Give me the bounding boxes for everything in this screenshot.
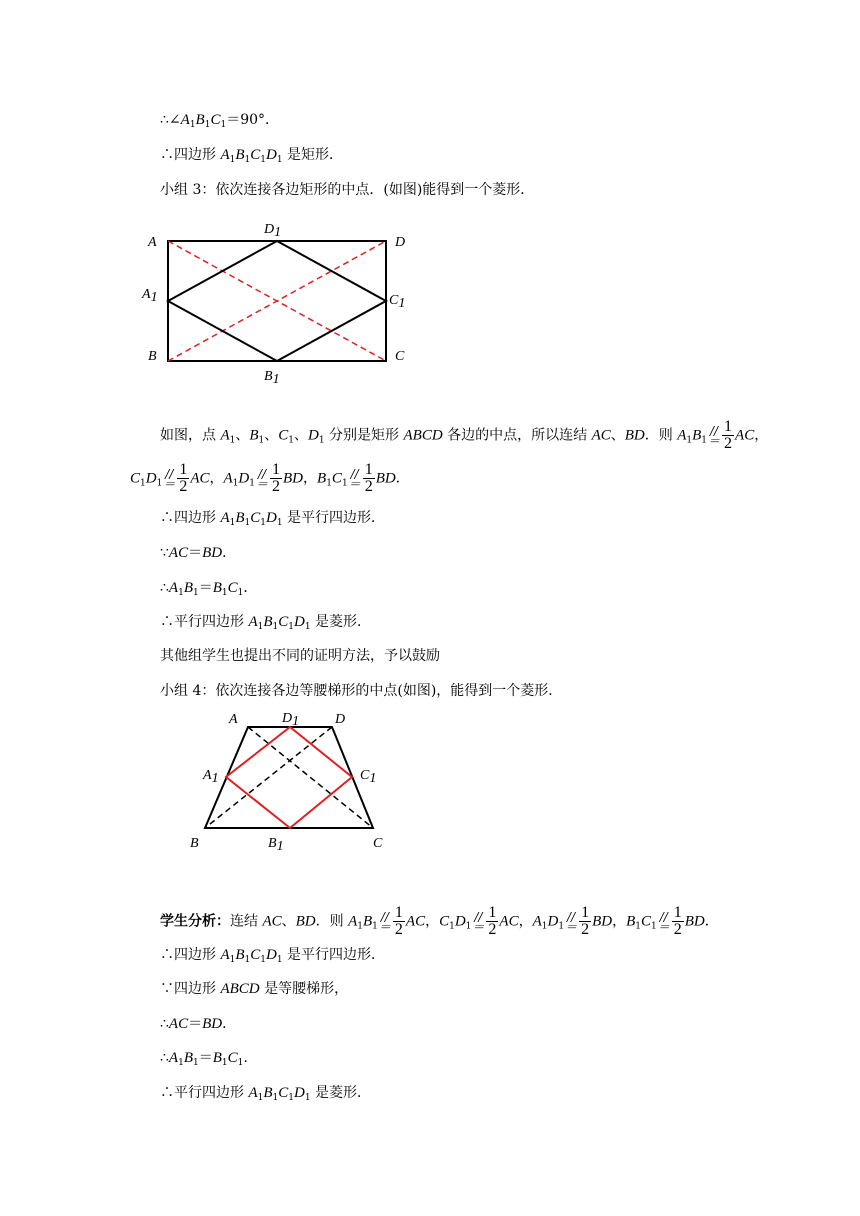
label-B: B: [148, 349, 157, 364]
paragraph-midpoints-cont: $C_1D_1$ // ＝ $\frac{1}{2}$ AC，$A_1D_1$ // ＝ $\frac{1}{2}$ BD，$B_1C_1$ // ＝ $\frac{1}{2}$ BD．: [130, 461, 410, 495]
label-A1: A1: [203, 768, 219, 786]
label-C: C: [373, 836, 383, 851]
label-B1: B1: [268, 836, 284, 854]
line-ac-eq-bd-1: ∵AC＝BD．: [160, 545, 237, 561]
line-parallelogram-2: ∴四边形 $A_1B_1C_1D_1$ 是平行四边形．: [160, 947, 386, 965]
group4-heading: 小组 4：依次连接各边等腰梯形的中点(如图)，能得到一个菱形．: [160, 683, 563, 699]
line-encourage: 其他组学生也提出不同的证明方法，予以鼓励: [160, 648, 440, 664]
diagonal-ac: [248, 727, 373, 828]
rhombus: [226, 727, 352, 828]
student-analysis: 学生分析：连结 AC、BD．则 $A_1B_1$ // ＝ $\frac{1}{2}$ AC，$C_1D_1$ // ＝ $\frac{1}{2}$ AC，$A_1D_1$ // ＝ $\frac{1}{2}$ BD，$B_1C_1$ // ＝ $\frac{1}{2}$ BD．: [160, 904, 719, 938]
label-B: B: [190, 836, 199, 851]
label-D1: D1: [282, 711, 300, 729]
line-sides-eq-2: $\therefore A_1B_1=B_1C_1$.: [160, 1050, 248, 1068]
group3-heading: 小组 3：依次连接各边矩形的中点．(如图)能得到一个菱形．: [160, 182, 535, 198]
label-A1: A1: [142, 287, 158, 305]
label-B1: B1: [264, 369, 280, 387]
label-D1: D1: [264, 222, 282, 240]
label-C: C: [395, 349, 405, 364]
trapezoid-outline: [205, 727, 373, 828]
line-parallelogram-1: ∴四边形 $A_1B_1C_1D_1$ 是平行四边形．: [160, 510, 386, 528]
label-C1: C1: [360, 768, 377, 786]
line-angle-90: $\therefore\angle A_1B_1C_1=90^\circ$．: [160, 112, 280, 130]
paragraph-midpoints: 如图，点 $A_1$、$B_1$、$C_1$、$D_1$ 分别是矩形 ABCD 各边的中点，所以连结 AC、BD．则 $A_1B_1$ // ＝ $\frac{1}{2}$ AC，: [160, 418, 769, 452]
label-D: D: [335, 712, 346, 727]
figure-rectangle: [130, 215, 430, 390]
label-A: A: [148, 235, 157, 250]
line-sides-eq-1: $\therefore A_1B_1=B_1C_1$．: [160, 580, 258, 598]
line-isosceles-trapezoid: ∵四边形 ABCD 是等腰梯形，: [160, 981, 349, 997]
label-C1: C1: [389, 293, 406, 311]
label-A: A: [229, 712, 238, 727]
line-rectangle-conclusion: ∴四边形 $A_1B_1C_1D_1$ 是矩形．: [160, 147, 344, 165]
line-rhombus-2: ∴平行四边形 $A_1B_1C_1D_1$ 是菱形．: [160, 1085, 372, 1103]
line-rhombus-1: ∴平行四边形 $A_1B_1C_1D_1$ 是菱形．: [160, 614, 372, 632]
label-D: D: [395, 235, 406, 250]
diagonal-bd: [205, 727, 332, 828]
line-ac-eq-bd-2: ∴AC＝BD．: [160, 1016, 237, 1032]
figure-trapezoid: [180, 705, 410, 860]
